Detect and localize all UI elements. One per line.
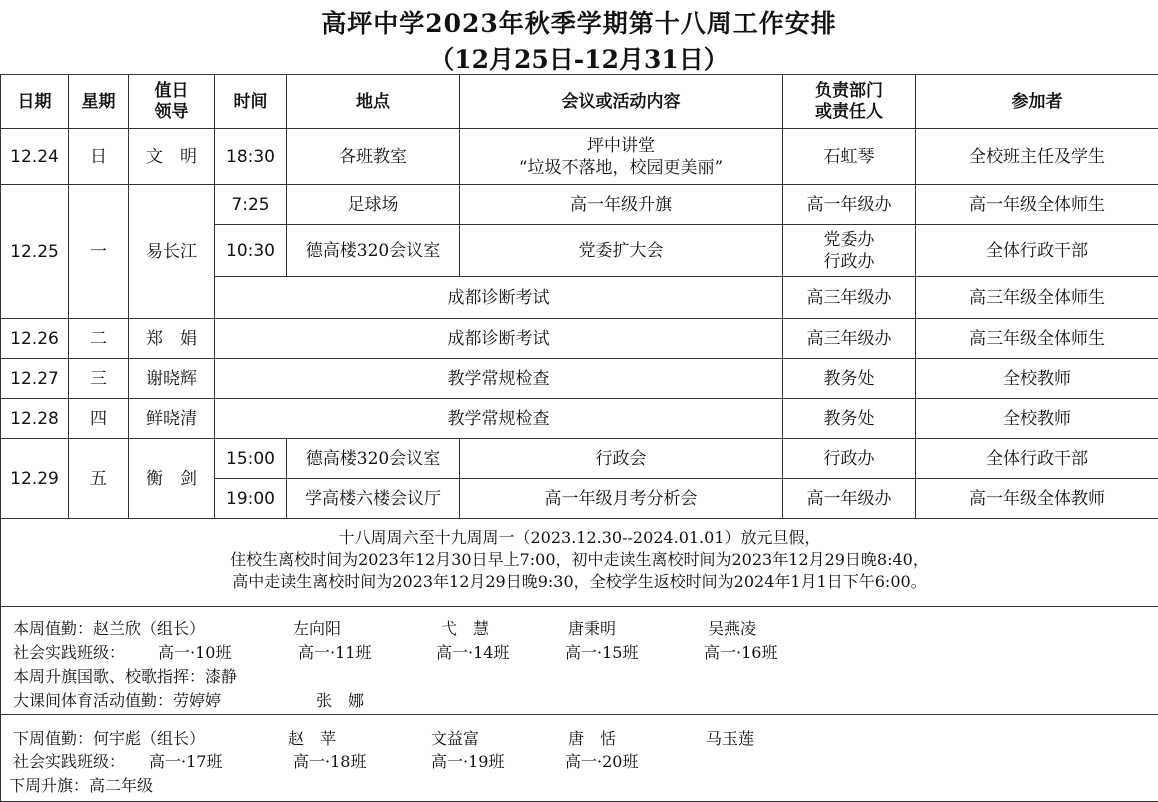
weekday-cell: 日 — [69, 129, 129, 185]
practice-class: 高一·18班 — [293, 752, 367, 771]
header-row — [1, 75, 1158, 129]
col-header-weekday: 星期 — [69, 75, 129, 129]
table-row — [1, 399, 1158, 439]
next-flag: 下周升旗：高二年级 — [9, 776, 154, 795]
practice-class: 高一·15班 — [565, 643, 639, 662]
duty-leader: 本周值勤：赵兰欣（组长） — [13, 619, 206, 638]
table-row — [1, 129, 1158, 185]
dept-line: 党委办 — [823, 229, 875, 250]
col-header-attendees: 参加者 — [916, 75, 1158, 129]
dept-cell: 石虹琴 — [783, 129, 916, 185]
table-row — [1, 439, 1158, 479]
dept-cell: 高三年级办 — [783, 319, 916, 359]
dept-cell: 教务处 — [783, 359, 916, 399]
duty-member: 马玉莲 — [706, 729, 755, 748]
duty-member: 唐秉明 — [568, 619, 617, 638]
attendees-cell: 高三年级全体师生 — [916, 277, 1158, 319]
place-cell: 足球场 — [287, 185, 460, 225]
pe-duty-member: 张 娜 — [316, 691, 365, 710]
place-cell: 德高楼320会议室 — [287, 439, 460, 479]
duty-member: 唐 恬 — [568, 729, 617, 748]
leader-cell: 郑 娟 — [129, 319, 215, 359]
attendees-cell: 全校教师 — [916, 399, 1158, 439]
weekday-cell: 三 — [69, 359, 129, 399]
practice-class: 高一·19班 — [431, 752, 505, 771]
content-cell: 高一年级月考分析会 — [460, 479, 783, 519]
time-cell: 10:30 — [215, 225, 287, 277]
dept-line: 行政办 — [823, 251, 875, 272]
place-cell: 各班教室 — [287, 129, 460, 185]
attendees-cell: 全体行政干部 — [916, 439, 1158, 479]
dept-cell: 高三年级办 — [783, 277, 916, 319]
col-header-dept-text: 负责部门或责任人 — [815, 80, 883, 122]
attendees-cell: 高一年级全体教师 — [916, 479, 1158, 519]
weekday-cell: 二 — [69, 319, 129, 359]
duty-member: 弋 慧 — [441, 619, 490, 638]
date-cell: 12.25 — [1, 185, 69, 319]
duty-member: 吴燕凌 — [708, 619, 757, 638]
col-header-dept — [783, 75, 916, 129]
table-row — [1, 319, 1158, 359]
leader-cell: 衡 剑 — [129, 439, 215, 519]
weekday-cell: 一 — [69, 185, 129, 319]
pe-duty-label: 大课间体育活动值勤：劳婷婷 — [13, 691, 222, 710]
content-cell: 成都诊断考试 — [215, 319, 783, 359]
duty-leader: 下周值勤：何宇彪（组长） — [13, 729, 206, 748]
flag-conductor: 本周升旗国歌、校歌指挥：漆静 — [13, 667, 238, 686]
duty-member: 左向阳 — [293, 619, 342, 638]
dept-cell: 教务处 — [783, 399, 916, 439]
date-cell: 12.24 — [1, 129, 69, 185]
content-cell: 高一年级升旗 — [460, 185, 783, 225]
schedule-table — [0, 74, 1158, 519]
content-cell — [460, 129, 783, 185]
content-cell: 行政会 — [460, 439, 783, 479]
content-cell: 党委扩大会 — [460, 225, 783, 277]
col-header-content: 会议或活动内容 — [460, 75, 783, 129]
attendees-cell: 全校班主任及学生 — [916, 129, 1158, 185]
attendees-cell: 高三年级全体师生 — [916, 319, 1158, 359]
dept-cell: 高一年级办 — [783, 479, 916, 519]
content-cell: 成都诊断考试 — [215, 277, 783, 319]
header — [0, 0, 1158, 74]
practice-class: 高一·11班 — [298, 643, 372, 662]
practice-class: 高一·10班 — [158, 643, 232, 662]
dept-cell — [783, 225, 916, 277]
place-cell: 学高楼六楼会议厅 — [287, 479, 460, 519]
holiday-notice — [0, 518, 1158, 607]
weekday-cell: 五 — [69, 439, 129, 519]
time-cell: 7:25 — [215, 185, 287, 225]
col-header-leader-text: 值日领导 — [154, 80, 189, 122]
this-week-duty — [0, 606, 1158, 715]
col-header-time: 时间 — [215, 75, 287, 129]
duty-member: 赵 苹 — [288, 729, 337, 748]
content-line: 坪中讲堂 — [587, 135, 655, 156]
notice-line: 高中走读生离校时间为2023年12月29日晚9:30，全校学生返校时间为2024年1月1日下午6:00。 — [232, 572, 927, 591]
page-subtitle: （12月25日-12月31日） — [429, 45, 729, 74]
practice-label: 社会实践班级： — [13, 643, 126, 662]
place-cell: 德高楼320会议室 — [287, 225, 460, 277]
time-cell: 19:00 — [215, 479, 287, 519]
page-title: 高坪中学2023年秋季学期第十八周工作安排 — [321, 9, 837, 38]
time-cell: 18:30 — [215, 129, 287, 185]
dept-cell: 行政办 — [783, 439, 916, 479]
content-cell: 教学常规检查 — [215, 359, 783, 399]
col-header-leader — [129, 75, 215, 129]
date-cell: 12.26 — [1, 319, 69, 359]
notice-line: 住校生离校时间为2023年12月30日早上7:00，初中走读生离校时间为2023年12月29日晚8:40， — [230, 550, 929, 569]
content-cell: 教学常规检查 — [215, 399, 783, 439]
table-row — [1, 359, 1158, 399]
date-cell: 12.29 — [1, 439, 69, 519]
duty-member: 文益富 — [431, 729, 480, 748]
col-header-place: 地点 — [287, 75, 460, 129]
date-cell: 12.28 — [1, 399, 69, 439]
next-week-duty — [0, 714, 1158, 802]
practice-class: 高一·16班 — [704, 643, 778, 662]
content-line: “垃圾不落地，校园更美丽” — [518, 157, 724, 178]
attendees-cell: 高一年级全体师生 — [916, 185, 1158, 225]
weekday-cell: 四 — [69, 399, 129, 439]
leader-cell: 谢晓辉 — [129, 359, 215, 399]
practice-class: 高一·17班 — [149, 752, 223, 771]
practice-class: 高一·20班 — [565, 752, 639, 771]
col-header-date: 日期 — [1, 75, 69, 129]
attendees-cell: 全体行政干部 — [916, 225, 1158, 277]
leader-cell: 文 明 — [129, 129, 215, 185]
date-cell: 12.27 — [1, 359, 69, 399]
leader-cell: 易长江 — [129, 185, 215, 319]
time-cell: 15:00 — [215, 439, 287, 479]
dept-cell: 高一年级办 — [783, 185, 916, 225]
practice-label: 社会实践班级： — [13, 752, 126, 771]
attendees-cell: 全校教师 — [916, 359, 1158, 399]
notice-line: 十八周周六至十九周周一（2023.12.30--2024.01.01）放元旦假， — [338, 528, 821, 547]
table-row — [1, 185, 1158, 225]
leader-cell: 鲜晓清 — [129, 399, 215, 439]
practice-class: 高一·14班 — [436, 643, 510, 662]
